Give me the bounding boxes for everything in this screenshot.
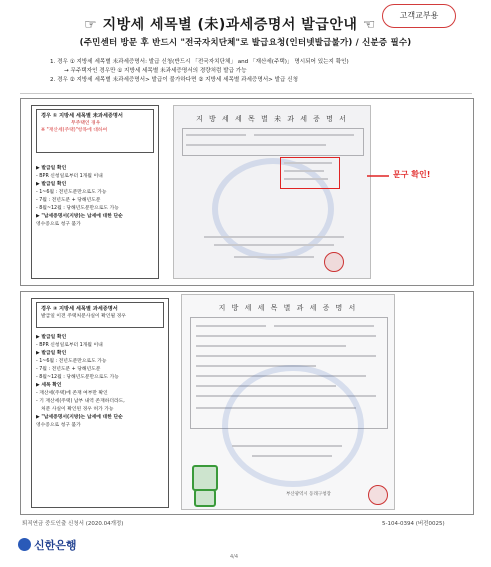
note-1: 1. 경우 ① 지방세 세목별 未과세증명서: 발급 신청(반드시 「전국자치단체」 and 「재산세(주택)」 명시되어 있는지 확인) [50, 59, 349, 65]
official-seal [324, 252, 344, 272]
doc-line [196, 325, 266, 327]
list-item: ▶ "납세증명서(지방)는 납세에 대한 단순 [36, 415, 123, 420]
panel1-case-title: 경우 ① 지방세 세목별 未과세증명서 [41, 113, 123, 119]
doc-line [186, 144, 326, 146]
doc-line [284, 178, 328, 180]
doc-line [234, 256, 314, 258]
doc-line [274, 325, 374, 327]
doc-line [252, 455, 332, 457]
list-item: ▶ 세목 확인 [36, 383, 62, 388]
note-1-sub: → 무주택자인 경우만 ① 지방세 세목별 未과세증명서의 경량처럼 발급 가능 [64, 68, 247, 74]
list-item: ▶ 발급일 확인 [36, 182, 67, 187]
list-item: ▶ 발급일 확인 [36, 351, 67, 356]
official-seal [368, 485, 388, 505]
example-panel-2 [20, 291, 474, 515]
panel2-case-sub: 발급일 이전 주택처분사실이 확인될 경우 [41, 314, 126, 319]
list-item: - 8월~12월 : 당해년도분만으로도 가능 [36, 375, 119, 380]
doc-line [284, 162, 332, 164]
list-item: - BPR 신청일로부터 1개월 이내 [36, 174, 103, 179]
panel2-item-list [36, 334, 164, 430]
panel1-certificate-image [173, 105, 371, 279]
panel1-case-sub: 무주택인 경우 [71, 121, 101, 126]
list-item: ▶ "납세증명서(지방)는 납세에 대한 단순 [36, 214, 123, 219]
qr-stamp [192, 465, 218, 491]
check-phrase-callout: 문구 확인! [393, 170, 431, 179]
page-subtitle: (주민센터 방문 후 반드시 "전국자치단체"로 발급요청(인터넷발급불가) / 신분증 필수) [79, 38, 412, 48]
instruction-notes [50, 58, 480, 85]
watermark-seal [222, 365, 364, 487]
doc-line [284, 170, 324, 172]
form-code: 5-104-0394 (버전0025) [382, 521, 445, 527]
page-number: 4/4 [230, 554, 239, 560]
panel1-case-note: ※ "재산세(주택)"항목에 대하여 [41, 128, 108, 133]
list-item: 영수증으로 청구 불가 [36, 423, 81, 428]
list-item: - 재산세(주택)에 존재 여부만 확인 [36, 391, 108, 396]
doc-line [204, 236, 344, 238]
panel2-case-box [36, 302, 164, 328]
example-panel-1 [20, 98, 474, 286]
barcode-stamp [194, 489, 216, 507]
doc-line [196, 345, 346, 347]
list-item: ▶ 발급일 확인 [36, 335, 67, 340]
list-item: - 1~6월 : 전년도분만으로도 가능 [36, 190, 107, 195]
list-item: - 7월 : 전년도분 + 당해년도분 [36, 198, 101, 203]
form-name: 퇴직연금 중도인출 신청서 (2020.04개정) [22, 521, 124, 527]
panel1-item-list [36, 165, 154, 229]
panel1-case-box [36, 109, 154, 153]
bank-name: 신한은행 [34, 539, 77, 552]
panel1-guide [31, 105, 159, 279]
doc-line [214, 244, 334, 246]
divider [20, 93, 472, 94]
customer-copy-badge: 고객교부용 [382, 4, 456, 28]
issuer-name: 부산광역시 동래구청장 [286, 492, 331, 497]
list-item: - 1~6월 : 전년도분만으로도 가능 [36, 359, 107, 364]
list-item: - 7월 : 전년도분 + 당해년도분 [36, 367, 101, 372]
note-2: 2. 경우 ② 지방세 세목별 未과세증명서> 발급이 불가하다면 ② 지방세 세목별 과세증명서> 발급 신청 [50, 77, 298, 83]
panel2-guide [31, 298, 169, 508]
doc-line [196, 355, 376, 357]
list-item: - 8월~12월 : 당해년도분만으로도 가능 [36, 206, 119, 211]
doc-line [196, 335, 376, 337]
list-item: ▶ 발급일 확인 [36, 166, 67, 171]
list-item: 영수증으로 청구 불가 [36, 222, 81, 227]
panel1-doc-title: 지 방 세 세 목 별 未 과 세 증 명 서 [196, 115, 348, 123]
panel2-certificate-image [181, 294, 395, 510]
panel2-case-title: 경우 ② 지방세 세목별 과세증명서 [41, 306, 118, 312]
callout-arrow [367, 171, 393, 181]
bank-logo-icon [18, 538, 31, 551]
doc-line [186, 134, 246, 136]
list-item: - BPR 신청일로부터 1개월 이내 [36, 343, 103, 348]
page-title: ☞ 지방세 세목별 (未)과세증명서 발급안내 ☜ [84, 17, 376, 33]
doc-line [254, 134, 354, 136]
doc-table [182, 128, 364, 156]
list-item: - 기 재산세(주택) 납부 내역 존재하더라도, [36, 399, 125, 404]
list-item: 처분 사실이 확인된 경우 허가 가능 [41, 407, 114, 412]
panel2-doc-title: 지 방 세 세 목 별 과 세 증 명 서 [218, 304, 358, 312]
doc-line [232, 445, 342, 447]
